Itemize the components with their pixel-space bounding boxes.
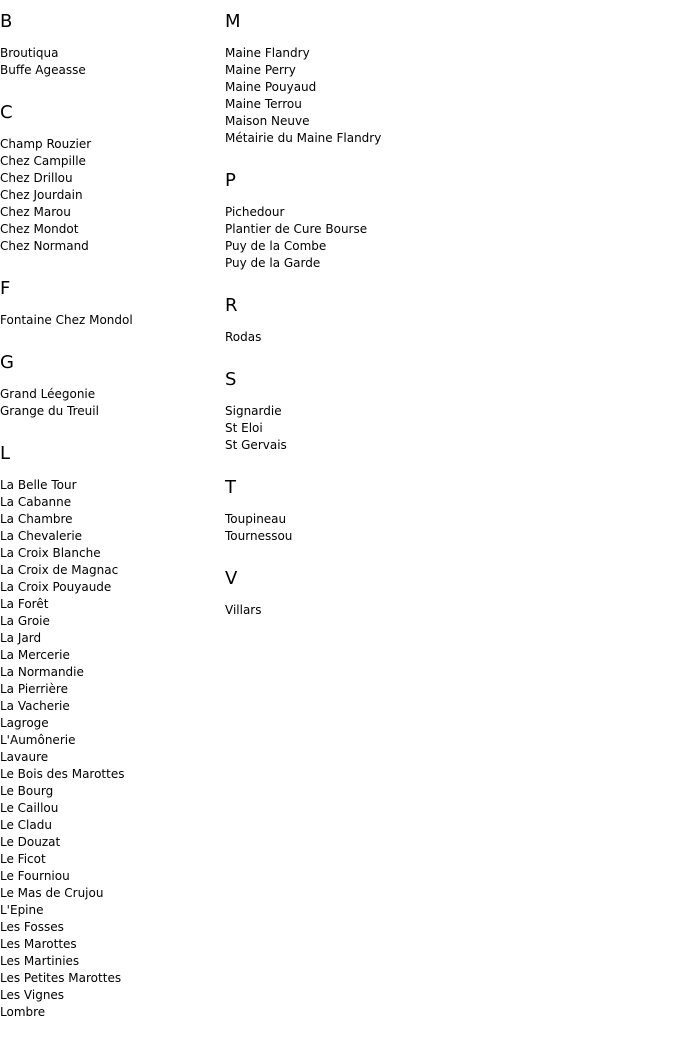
place-list: [0, 45, 225, 79]
place-link-buffe-ageasse[interactable]: Buffe Ageasse: [0, 63, 86, 77]
place-link-metairie-du-maine-flandry[interactable]: Métairie du Maine Flandry: [225, 131, 382, 145]
place-link-toupineau[interactable]: Toupineau: [225, 512, 287, 526]
letter-section-g: [0, 353, 225, 420]
place-link-l-epine[interactable]: L'Epine: [0, 903, 44, 917]
place-list: [0, 312, 225, 329]
place-link-le-douzat[interactable]: Le Douzat: [0, 835, 61, 849]
place-list: [225, 511, 665, 545]
section-letter-heading: B: [0, 11, 13, 32]
place-link-broutiqua[interactable]: Broutiqua: [0, 46, 59, 60]
section-letter-heading: S: [225, 369, 237, 390]
place-link-la-croix-pouyaude[interactable]: La Croix Pouyaude: [0, 580, 112, 594]
place-link-la-chevalerie[interactable]: La Chevalerie: [0, 529, 83, 543]
place-link-la-vacherie[interactable]: La Vacherie: [0, 699, 70, 713]
place-link-maine-pouyaud[interactable]: Maine Pouyaud: [225, 80, 317, 94]
place-list: [0, 386, 225, 420]
place-list: [0, 477, 225, 1021]
place-link-lavaure[interactable]: Lavaure: [0, 750, 49, 764]
place-link-la-normandie[interactable]: La Normandie: [0, 665, 84, 679]
place-link-pichedour[interactable]: Pichedour: [225, 205, 285, 219]
letter-section-s: [225, 370, 665, 454]
letter-section-m: [225, 12, 665, 147]
place-list: [225, 403, 665, 454]
letter-section-f: [0, 279, 225, 329]
place-link-lagroge[interactable]: Lagroge: [0, 716, 49, 730]
place-link-tournessou[interactable]: Tournessou: [225, 529, 293, 543]
place-link-la-chambre[interactable]: La Chambre: [0, 512, 73, 526]
place-link-champ-rouzier[interactable]: Champ Rouzier: [0, 137, 92, 151]
letter-section-b: [0, 12, 225, 79]
place-link-l-aumonerie[interactable]: L'Aumônerie: [0, 733, 76, 747]
place-link-chez-normand[interactable]: Chez Normand: [0, 239, 89, 253]
place-list: [225, 602, 665, 619]
place-link-la-pierriere[interactable]: La Pierrière: [0, 682, 68, 696]
place-link-les-vignes[interactable]: Les Vignes: [0, 988, 65, 1002]
place-link-st-gervais[interactable]: St Gervais: [225, 438, 287, 452]
place-link-grange-du-treuil[interactable]: Grange du Treuil: [0, 404, 99, 418]
place-link-la-belle-tour[interactable]: La Belle Tour: [0, 478, 77, 492]
place-link-chez-marou[interactable]: Chez Marou: [0, 205, 71, 219]
place-link-les-martinies[interactable]: Les Martinies: [0, 954, 80, 968]
place-link-la-mercerie[interactable]: La Mercerie: [0, 648, 70, 662]
letter-section-t: [225, 478, 665, 545]
section-letter-heading: T: [225, 477, 236, 498]
place-link-maine-perry[interactable]: Maine Perry: [225, 63, 296, 77]
place-list: [0, 136, 225, 255]
letter-section-p: [225, 171, 665, 272]
place-link-le-bois-des-marottes[interactable]: Le Bois des Marottes: [0, 767, 125, 781]
letter-section-r: [225, 296, 665, 346]
place-link-la-croix-blanche[interactable]: La Croix Blanche: [0, 546, 101, 560]
place-link-puy-de-la-combe[interactable]: Puy de la Combe: [225, 239, 327, 253]
place-link-la-groie[interactable]: La Groie: [0, 614, 50, 628]
section-letter-heading: F: [0, 278, 11, 299]
place-link-villars[interactable]: Villars: [225, 603, 262, 617]
place-link-st-eloi[interactable]: St Eloi: [225, 421, 263, 435]
place-link-la-jard[interactable]: La Jard: [0, 631, 42, 645]
section-letter-heading: M: [225, 11, 241, 32]
place-link-la-cabanne[interactable]: La Cabanne: [0, 495, 72, 509]
place-link-le-fourniou[interactable]: Le Fourniou: [0, 869, 70, 883]
place-link-les-marottes[interactable]: Les Marottes: [0, 937, 77, 951]
section-letter-heading: C: [0, 102, 13, 123]
place-link-maine-terrou[interactable]: Maine Terrou: [225, 97, 302, 111]
place-link-la-foret[interactable]: La Forêt: [0, 597, 49, 611]
section-letter-heading: V: [225, 568, 238, 589]
place-link-chez-mondot[interactable]: Chez Mondot: [0, 222, 79, 236]
place-link-rodas[interactable]: Rodas: [225, 330, 262, 344]
place-list: [225, 204, 665, 272]
place-link-signardie[interactable]: Signardie: [225, 404, 282, 418]
place-link-la-croix-de-magnac[interactable]: La Croix de Magnac: [0, 563, 119, 577]
place-link-plantier-de-cure-bourse[interactable]: Plantier de Cure Bourse: [225, 222, 368, 236]
section-letter-heading: G: [0, 352, 14, 373]
section-letter-heading: L: [0, 443, 11, 464]
place-link-les-petites-marottes[interactable]: Les Petites Marottes: [0, 971, 122, 985]
right-column: [225, 0, 665, 643]
place-link-le-caillou[interactable]: Le Caillou: [0, 801, 59, 815]
place-link-chez-drillou[interactable]: Chez Drillou: [0, 171, 73, 185]
place-link-le-bourg[interactable]: Le Bourg: [0, 784, 54, 798]
letter-section-v: [225, 569, 665, 619]
place-link-lombre[interactable]: Lombre: [0, 1005, 46, 1019]
place-link-maison-neuve[interactable]: Maison Neuve: [225, 114, 310, 128]
left-column: [0, 0, 225, 1045]
place-link-le-ficot[interactable]: Le Ficot: [0, 852, 46, 866]
place-link-le-mas-de-crujou[interactable]: Le Mas de Crujou: [0, 886, 104, 900]
place-list: [225, 329, 665, 346]
place-link-le-cladu[interactable]: Le Cladu: [0, 818, 52, 832]
place-link-les-fosses[interactable]: Les Fosses: [0, 920, 64, 934]
place-list: [225, 45, 665, 147]
place-link-fontaine-chez-mondol[interactable]: Fontaine Chez Mondol: [0, 313, 133, 327]
letter-section-l: [0, 444, 225, 1021]
section-letter-heading: R: [225, 295, 238, 316]
place-link-chez-jourdain[interactable]: Chez Jourdain: [0, 188, 83, 202]
place-link-grand-leegonie[interactable]: Grand Léegonie: [0, 387, 96, 401]
section-letter-heading: P: [225, 170, 236, 191]
letter-section-c: [0, 103, 225, 255]
place-link-chez-campille[interactable]: Chez Campille: [0, 154, 86, 168]
place-link-puy-de-la-garde[interactable]: Puy de la Garde: [225, 256, 321, 270]
place-link-maine-flandry[interactable]: Maine Flandry: [225, 46, 310, 60]
